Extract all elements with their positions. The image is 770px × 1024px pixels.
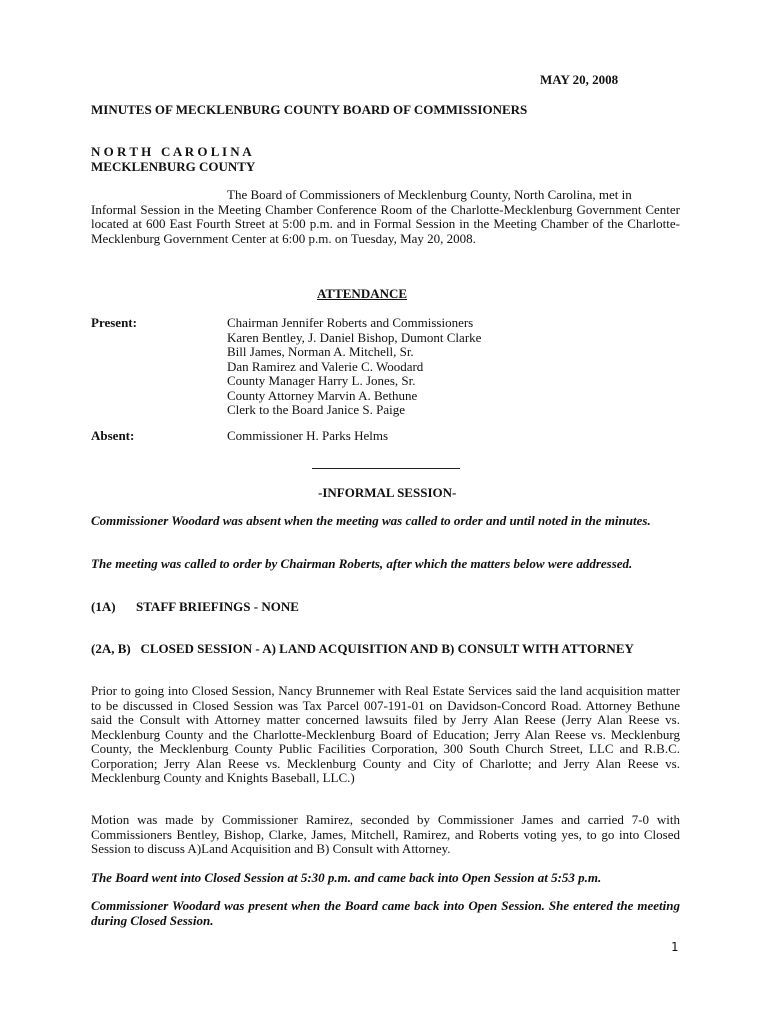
informal-session-heading: -INFORMAL SESSION- [318, 485, 457, 500]
attendance-heading: ATTENDANCE [317, 286, 408, 301]
absent-value: Commissioner H. Parks Helms [227, 428, 389, 443]
present-line: Bill James, Norman A. Mitchell, Sr. [227, 344, 414, 359]
item-2ab-paragraph-2: Motion was made by Commissioner Ramirez, seconded by Commissioner James and carried 7-0 with Commissioners Bentley, Bishop, Clarke, James, Mitchell, Ramirez, and Roberts voting yes, to go into Closed Session to discuss A)Land Acquisition and B) Consult with Attorney. [91, 812, 680, 856]
item-2ab-paragraph-1: Prior to going into Closed Session, Nancy Brunnemer with Real Estate Services said the land acquisition matter to be discussed in Closed Session was Tax Parcel 007-191-01 on Davidson-Concord Road. Attorney Bethune said the Consult with Attorney matter concerned lawsuits filed by Jerry Alan Reese (Jerry Alan Reese vs. Mecklenburg County and the Charlotte-Mecklenburg Board of Education; Jerry Alan Reese vs. Mecklenburg County, the Mecklenburg County Public Facilities Corporation, 300 South Church Street, LLC and R.B.C. Corporation; Jerry Alan Reese vs. Mecklenburg County and City of Charlotte; and Jerry Alan Reese vs. Mecklenburg County and Knights Baseball, LLC.) [91, 683, 680, 785]
present-line: Karen Bentley, J. Daniel Bishop, Dumont Clarke [227, 329, 482, 345]
informal-note-woodard: Commissioner Woodard was absent when the meeting was called to order and until noted in the minutes. [91, 513, 651, 528]
present-line: County Attorney Marvin A. Bethune [227, 387, 418, 403]
present-label: Present: [91, 315, 137, 330]
item-1a-title: STAFF BRIEFINGS - NONE [136, 599, 299, 614]
present-line: County Manager Harry L. Jones, Sr. [227, 373, 416, 388]
present-line: Clerk to the Board Janice S. Paige [227, 402, 405, 417]
item-2ab-heading: (2A, B) CLOSED SESSION - A) LAND ACQUISITION AND B) CONSULT WITH ATTORNEY [91, 641, 634, 656]
county-name: MECKLENBURG COUNTY [91, 159, 256, 174]
page-number: 1 [671, 940, 679, 954]
document-title: MINUTES OF MECKLENBURG COUNTY BOARD OF COMMISSIONERS [91, 102, 528, 117]
closed-session-note: The Board went into Closed Session at 5:30 p.m. and came back into Open Session at 5:53 p.m. [91, 870, 602, 885]
present-line: Chairman Jennifer Roberts and Commissioners [227, 315, 474, 330]
item-1a-number: (1A) [91, 599, 116, 614]
section-divider [312, 468, 460, 469]
informal-note-called-to-order: The meeting was called to order by Chairman Roberts, after which the matters below were addressed. [91, 556, 633, 571]
intro-paragraph: Informal Session in the Meeting Chamber Conference Room of the Charlotte-Mecklenburg Government Center located at 600 East Fourth Street at 5:00 p.m. and in Formal Session in the Meeting Chamber of the Charlotte-Mecklenburg Government Center at 6:00 p.m. on Tuesday, May 20, 2008. [91, 201, 680, 246]
intro-first-line: The Board of Commissioners of Mecklenburg County, North Carolina, met in [227, 187, 632, 202]
woodard-present-note: Commissioner Woodard was present when the Board came back into Open Session. She entered the meeting during Closed Session. [91, 898, 680, 928]
state-name: N O R T H C A R O L I N A [91, 144, 252, 159]
present-list [227, 316, 567, 418]
present-line: Dan Ramirez and Valerie C. Woodard [227, 358, 424, 374]
absent-label: Absent: [91, 428, 135, 443]
meeting-date: MAY 20, 2008 [540, 72, 619, 87]
